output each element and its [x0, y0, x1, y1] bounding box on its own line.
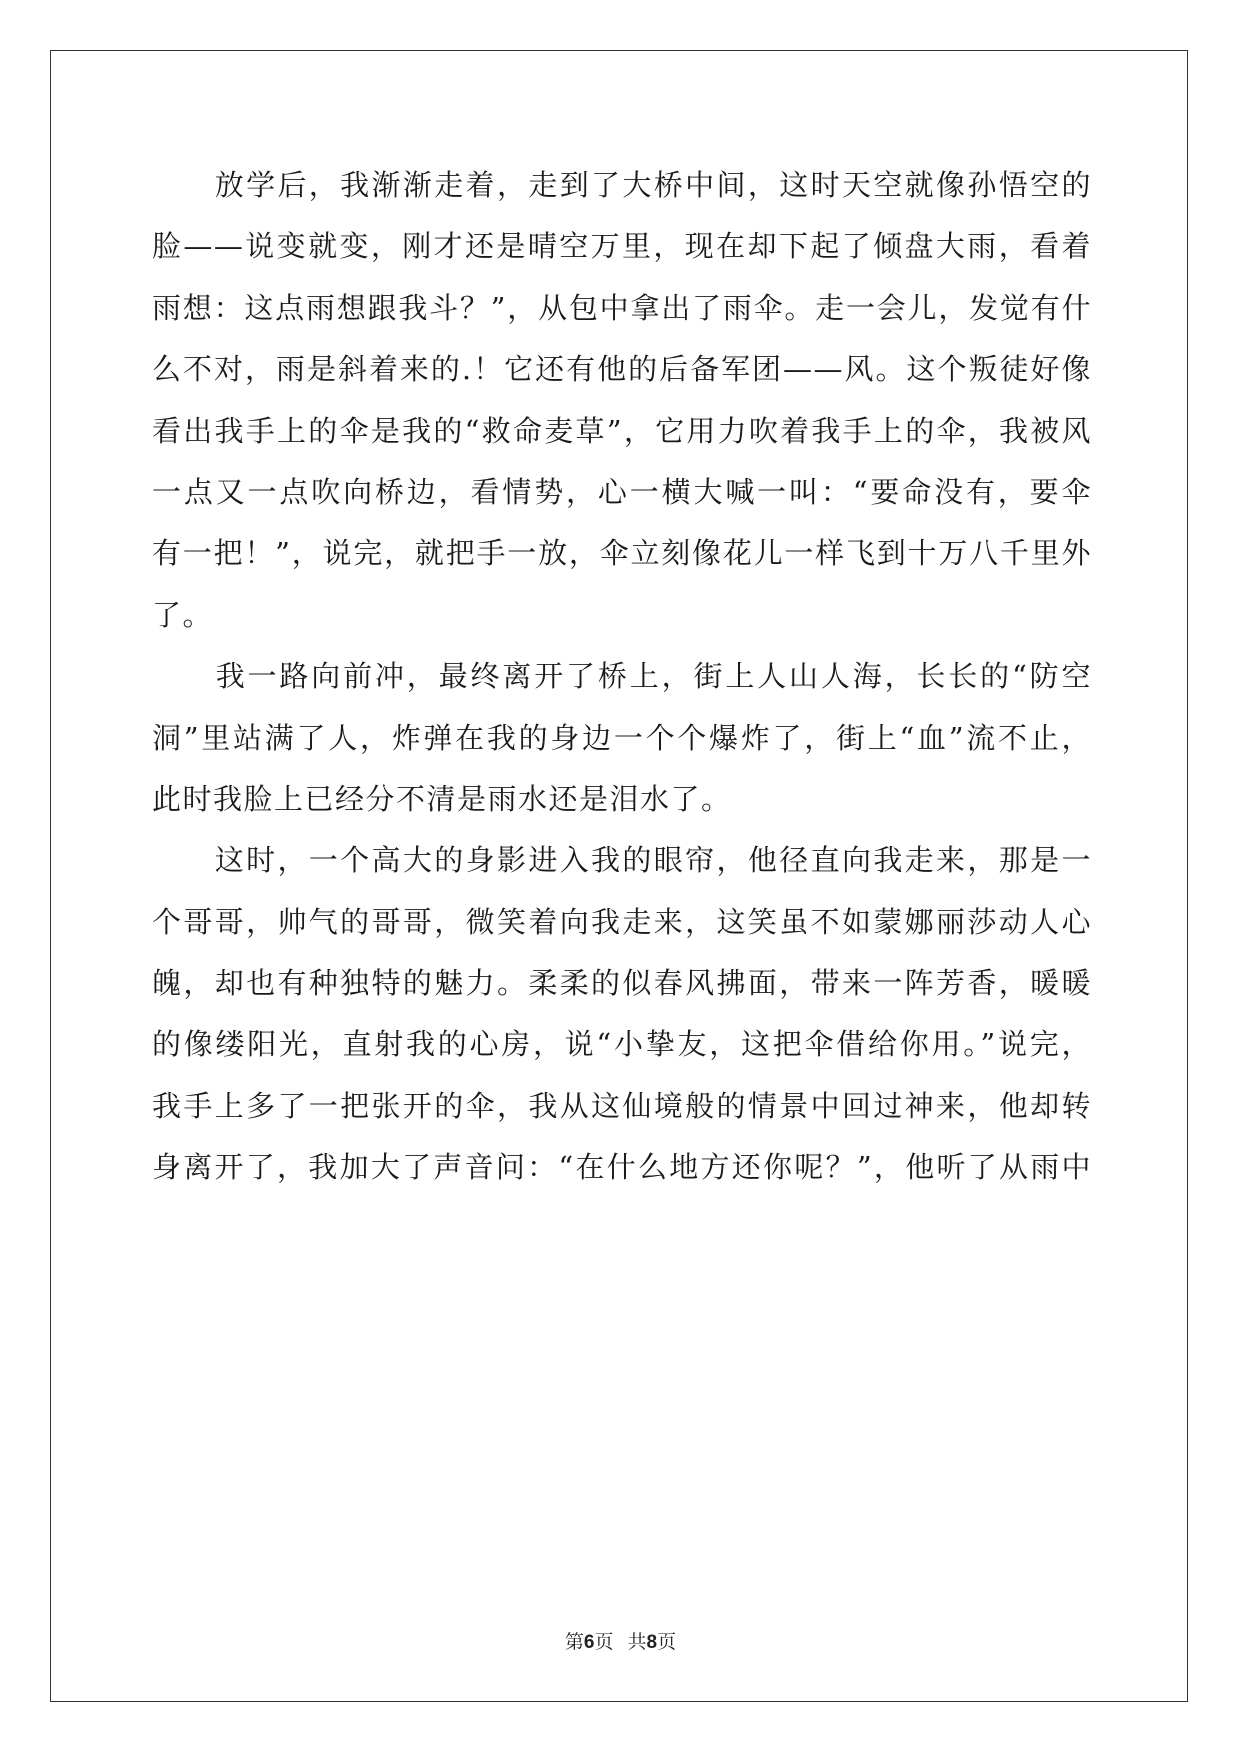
- text-line: 我手上多了一把张开的伞，我从这仙境般的情景中回过神来，他却转: [152, 1088, 1092, 1123]
- text-line: 看出我手上的伞是我的“救命麦草”，它用力吹着我手上的伞，我被风: [152, 413, 1092, 448]
- text-line: 此时我脸上已经分不清是雨水还是泪水了。: [152, 781, 732, 816]
- text-line: 洞”里站满了人，炸弹在我的身边一个个爆炸了，街上“血”流不止，: [152, 720, 1092, 755]
- text-line: 么不对，雨是斜着来的.！它还有他的后备军团——风。这个叛徒好像: [152, 352, 1092, 387]
- text-line: 身离开了，我加大了声音问：“在什么地方还你呢？”，他听了从雨中: [152, 1150, 1092, 1185]
- text-line: 雨想：这点雨想跟我斗？”，从包中拿出了雨伞。走一会儿，发觉有什: [152, 290, 1092, 325]
- text-line: 放学后，我渐渐走着，走到了大桥中间，这时天空就像孙悟空的: [152, 168, 1092, 202]
- page-footer: [0, 1627, 1241, 1654]
- text-line: 一点又一点吹向桥边，看情势，心一横大喊一叫：“要命没有，要伞: [152, 474, 1092, 509]
- text-line: 了。: [152, 597, 214, 632]
- text-line: 我一路向前冲，最终离开了桥上，街上人山人海，长长的“防空: [152, 659, 1092, 694]
- text-line: 魄，却也有种独特的魅力。柔柔的似春风拂面，带来一阵芳香，暖暖: [152, 966, 1092, 1001]
- text-line: 有一把！”，说完，就把手一放，伞立刻像花儿一样飞到十万八千里外: [152, 536, 1092, 571]
- current-page-number: 6: [583, 1632, 595, 1653]
- text-line: 这时，一个高大的身影进入我的眼帘，他径直向我走来，那是一: [152, 843, 1092, 878]
- text-line: 个哥哥，帅气的哥哥，微笑着向我走来，这笑虽不如蒙娜丽莎动人心: [152, 904, 1092, 939]
- document-body: [152, 155, 1092, 1199]
- footer-total-unit: 页: [657, 1631, 677, 1653]
- total-pages-number: 8: [646, 1632, 658, 1653]
- text-line: 的像缕阳光，直射我的心房，说“小挚友，这把伞借给你用。”说完，: [152, 1027, 1092, 1062]
- footer-prefix: 第: [564, 1631, 584, 1653]
- footer-page-unit: 页: [594, 1631, 614, 1653]
- text-line: 脸——说变就变，刚才还是晴空万里，现在却下起了倾盘大雨，看着: [152, 229, 1092, 264]
- footer-total-prefix: 共: [627, 1631, 647, 1653]
